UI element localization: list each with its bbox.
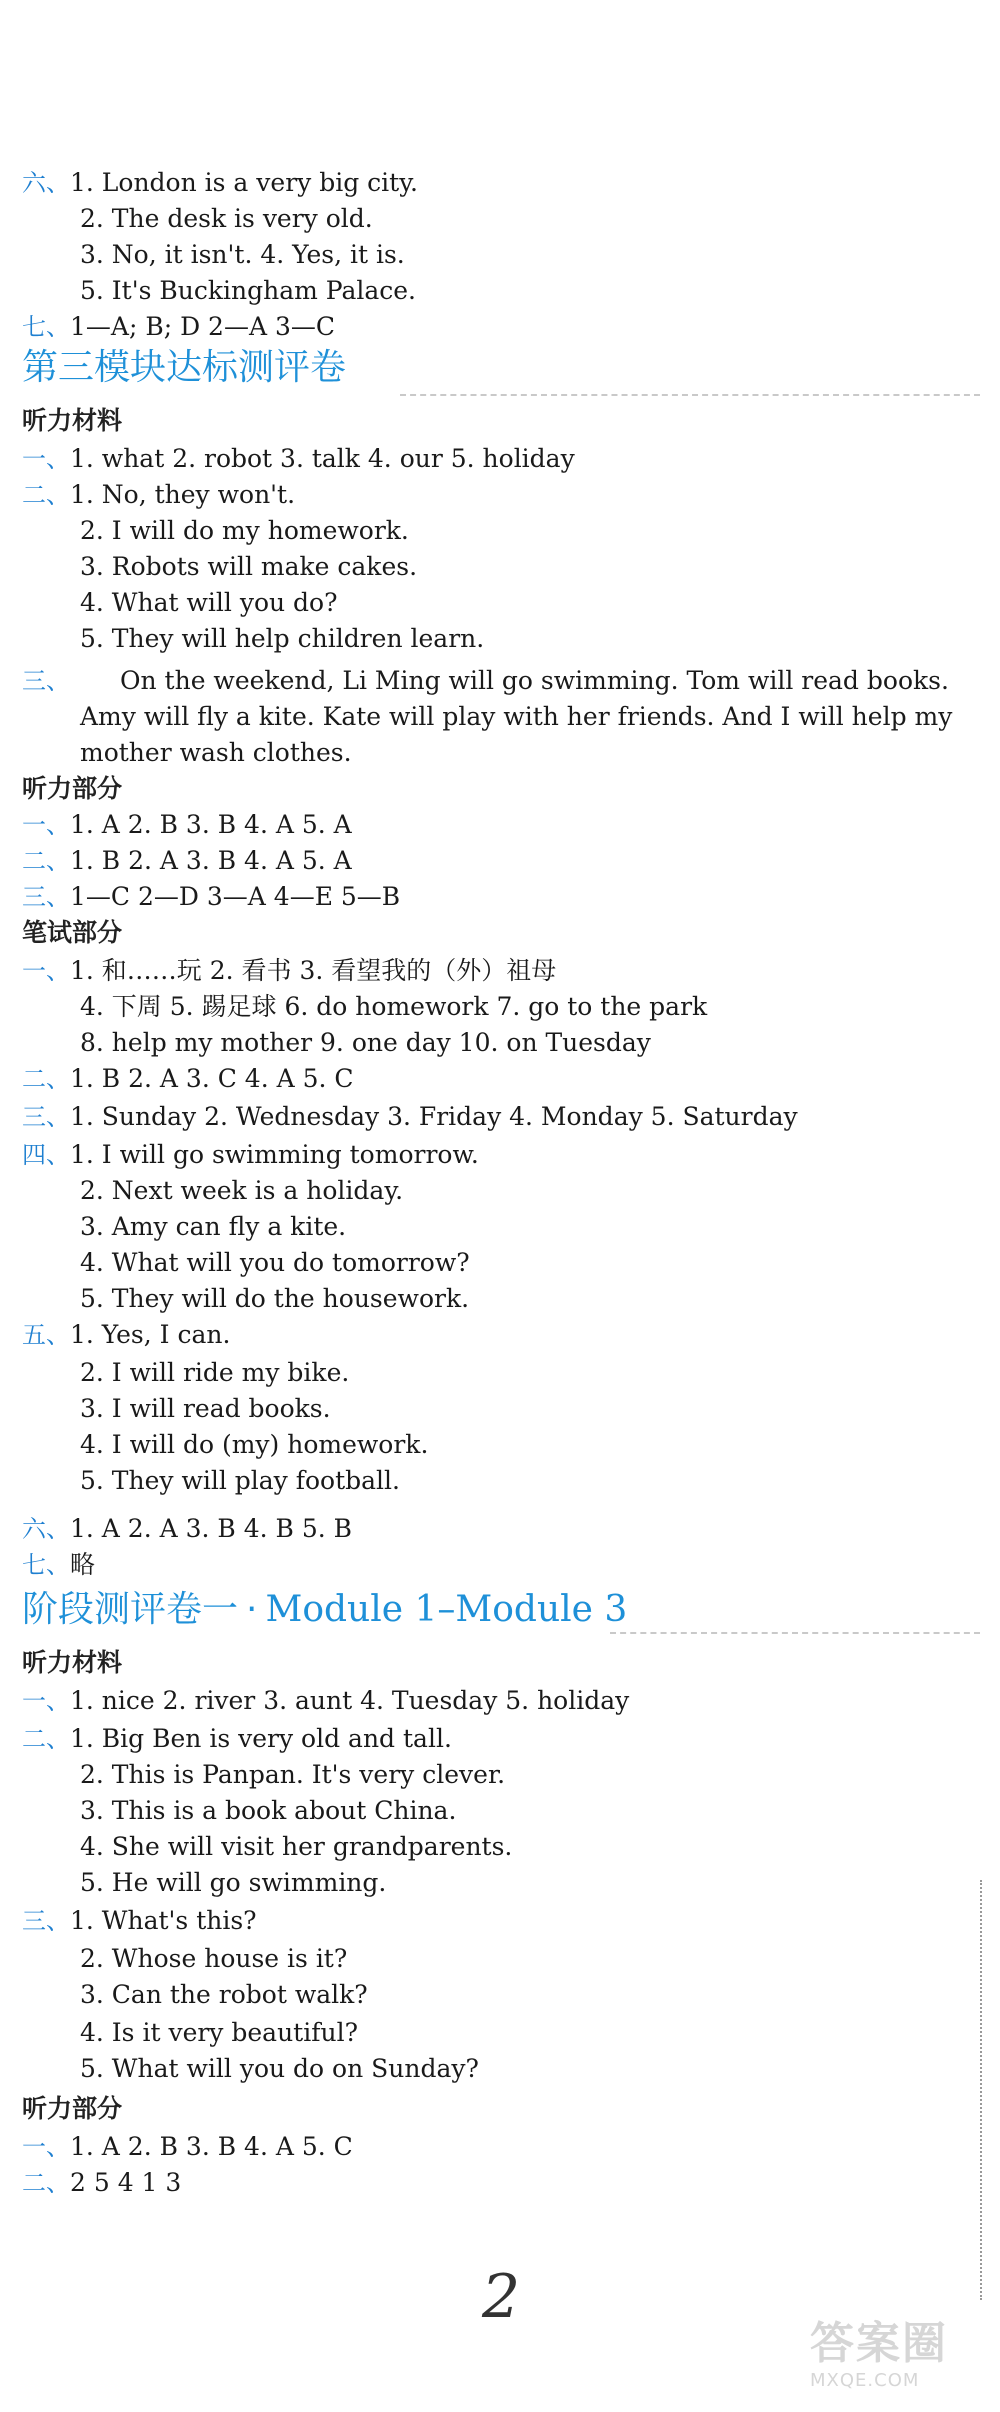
module3-written-label: 笔试部分: [22, 918, 123, 947]
stage1-title-cn: 阶段测评卷一: [22, 1589, 239, 1630]
module3-materials-s3-l2: Amy will fly a kite. Kate will play with her friends. And I will help my: [80, 702, 953, 731]
section-marker: 二、: [22, 481, 70, 509]
module3-materials-s3-l1: [22, 664, 949, 698]
section-marker: 二、: [22, 2169, 70, 2197]
passage-text: On the weekend, Li Ming will go swimming. Tom will read books.: [120, 666, 949, 695]
module3-written-s5-l2: 2. I will ride my bike.: [80, 1358, 350, 1387]
answer-text: 1. I will go swimming tomorrow.: [70, 1140, 479, 1169]
stage1-materials-s2-l3: 3. This is a book about China.: [80, 1796, 457, 1825]
answer-text: 1. What's this?: [70, 1906, 257, 1935]
section-6-line-4: 5. It's Buckingham Palace.: [80, 276, 416, 305]
answer-text: 1. A 2. B 3. B 4. A 5. A: [70, 810, 352, 839]
section-6-line-3: 3. No, it isn't. 4. Yes, it is.: [80, 240, 405, 269]
stage1-materials-s3-l4: 4. Is it very beautiful?: [80, 2018, 358, 2047]
section-marker: 三、: [22, 667, 70, 695]
section-marker: 二、: [22, 1065, 70, 1093]
module3-written-s1-l2: 4. 下周 5. 踢足球 6. do homework 7. go to the park: [80, 992, 708, 1021]
section-marker: 六、: [22, 169, 70, 197]
answer-text: 1. Big Ben is very old and tall.: [70, 1724, 452, 1753]
module3-written-s4-l4: 4. What will you do tomorrow?: [80, 1248, 470, 1277]
section-marker: 三、: [22, 1103, 70, 1131]
answer-text: 1. London is a very big city.: [70, 168, 418, 197]
stage1-listening-s2: [22, 2166, 181, 2200]
module3-written-s2: [22, 1062, 354, 1096]
section-marker: 七、: [22, 313, 70, 341]
stage1-materials-s3-l3: 3. Can the robot walk?: [80, 1980, 368, 2009]
section-marker: 五、: [22, 1321, 70, 1349]
stage1-materials-s1: [22, 1684, 629, 1718]
module3-written-s1-l1: [22, 954, 556, 988]
answer-text: 1—A; B; D 2—A 3—C: [70, 312, 336, 341]
module3-listening-s3: [22, 880, 400, 914]
answer-text: 1. A 2. A 3. B 4. B 5. B: [70, 1514, 353, 1543]
title-separator: ·: [246, 1589, 258, 1630]
watermark-logo: [810, 2318, 990, 2398]
stage1-materials-s2-l5: 5. He will go swimming.: [80, 1868, 387, 1897]
answer-text: 1. what 2. robot 3. talk 4. our 5. holiday: [70, 444, 575, 473]
module3-written-s4-l1: [22, 1138, 479, 1172]
answer-text: 1. No, they won't.: [70, 480, 296, 509]
section-7-line: [22, 310, 335, 344]
answer-text: 2 5 4 1 3: [70, 2168, 182, 2197]
module3-written-s6: [22, 1512, 352, 1546]
answer-text: 1. B 2. A 3. B 4. A 5. A: [70, 846, 352, 875]
module3-materials-s2-l5: 5. They will help children learn.: [80, 624, 485, 653]
answer-text: 1—C 2—D 3—A 4—E 5—B: [70, 882, 401, 911]
module3-materials-label: 听力材料: [22, 406, 123, 435]
answer-text: 1. Yes, I can.: [70, 1320, 231, 1349]
stage1-materials-s2-l2: 2. This is Panpan. It's very clever.: [80, 1760, 506, 1789]
module3-materials-s3-l3: mother wash clothes.: [80, 738, 352, 767]
answer-text: 1. nice 2. river 3. aunt 4. Tuesday 5. holiday: [70, 1686, 630, 1715]
page-number: 2: [482, 2262, 521, 2332]
module3-materials-s2-l4: 4. What will you do?: [80, 588, 338, 617]
section-6-line-2: 2. The desk is very old.: [80, 204, 373, 233]
module3-listening-label: 听力部分: [22, 774, 123, 803]
stage1-materials-s3-l5: 5. What will you do on Sunday?: [80, 2054, 479, 2083]
stage1-title: [22, 1588, 627, 1632]
answer-text: 略: [70, 1550, 96, 1579]
module3-materials-s1: [22, 442, 575, 476]
section-marker: 四、: [22, 1141, 70, 1169]
stage1-materials-label: 听力材料: [22, 1648, 123, 1677]
module3-written-s5-l1: [22, 1318, 230, 1352]
section-marker: 二、: [22, 1725, 70, 1753]
section-marker: 一、: [22, 1687, 70, 1715]
answer-text: 1. B 2. A 3. C 4. A 5. C: [70, 1064, 354, 1093]
module3-written-s1-l3: 8. help my mother 9. one day 10. on Tuesday: [80, 1028, 651, 1057]
answer-text: 1. 和……玩 2. 看书 3. 看望我的（外）祖母: [70, 956, 557, 985]
module3-written-s7: [22, 1548, 95, 1582]
section-marker: 二、: [22, 847, 70, 875]
module3-written-s5-l5: 5. They will play football.: [80, 1466, 400, 1495]
module3-materials-s2-l2: 2. I will do my homework.: [80, 516, 409, 545]
stage1-listening-label: 听力部分: [22, 2094, 123, 2123]
watermark-url: MXQE.COM: [810, 2370, 920, 2391]
module3-written-s4-l2: 2. Next week is a holiday.: [80, 1176, 404, 1205]
stage1-materials-s3-l2: 2. Whose house is it?: [80, 1944, 348, 1973]
stage1-materials-s2-l1: [22, 1722, 452, 1756]
section-marker: 三、: [22, 883, 70, 911]
section-marker: 三、: [22, 1907, 70, 1935]
module3-title: 第三模块达标测评卷: [22, 347, 347, 388]
module3-written-s4-l5: 5. They will do the housework.: [80, 1284, 470, 1313]
stage1-listening-s1: [22, 2130, 353, 2164]
answer-text: 1. A 2. B 3. B 4. A 5. C: [70, 2132, 353, 2161]
section-marker: 七、: [22, 1551, 70, 1579]
section-marker: 一、: [22, 957, 70, 985]
watermark-text: 答案圈: [810, 2318, 948, 2369]
module3-listening-s1: [22, 808, 352, 842]
stage1-materials-s3-l1: [22, 1904, 257, 1938]
section-marker: 一、: [22, 445, 70, 473]
margin-dotted-line: [980, 1880, 986, 2300]
title-divider: [400, 394, 980, 396]
answer-text: 1. Sunday 2. Wednesday 3. Friday 4. Monday 5. Saturday: [70, 1102, 798, 1131]
stage1-materials-s2-l4: 4. She will visit her grandparents.: [80, 1832, 513, 1861]
section-marker: 一、: [22, 2133, 70, 2161]
module3-written-s4-l3: 3. Amy can fly a kite.: [80, 1212, 347, 1241]
module3-written-s5-l3: 3. I will read books.: [80, 1394, 331, 1423]
title-divider: [610, 1632, 980, 1634]
module3-materials-s2-l1: [22, 478, 295, 512]
module3-written-s3: [22, 1100, 798, 1134]
module3-listening-s2: [22, 844, 352, 878]
module3-materials-s2-l3: 3. Robots will make cakes.: [80, 552, 418, 581]
section-6-line-1: [22, 166, 418, 200]
module3-written-s5-l4: 4. I will do (my) homework.: [80, 1430, 429, 1459]
stage1-title-en: Module 1–Module 3: [265, 1589, 628, 1630]
section-marker: 一、: [22, 811, 70, 839]
section-marker: 六、: [22, 1515, 70, 1543]
